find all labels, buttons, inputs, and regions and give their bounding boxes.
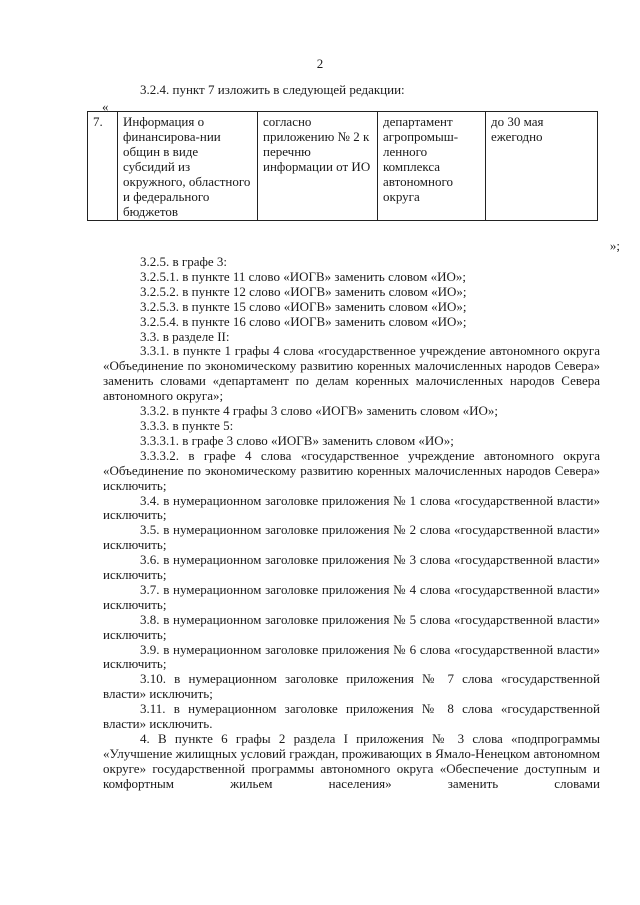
paragraph-3-3-3: 3.3.3. в пункте 5: [140,417,234,433]
cell-information: Информация о финансирова-нии общин в виде субсидий из окружного, областного и федерального бюджетов [118,112,258,221]
paragraph-4: 4. В пункте 6 графы 2 раздела I приложения № 3 слова «подпрограммы «Улучшение жилищных условий граждан, проживающих в Ямало-Ненецком автономном округе» государственной программы автономного округа «Обеспечение доступным и комфортным жильем населения» заменить словами [103,731,600,791]
paragraph-3-4: 3.4. в нумерационном заголовке приложения № 1 слова «государственной власти» исключить; [103,492,600,523]
cell-deadline: до 30 мая ежегодно [486,112,598,221]
paragraph-3-2-5: 3.2.5. в графе 3: [140,254,228,269]
paragraph-3-3-1: 3.3.1. в пункте 1 графы 4 слова «государственное учреждение автономного округа «Объединение по экономическому развитию коренных малочисленных народов Севера» заменить словами «департамент по делам коренных малочисленных народов Севера автономного округа»; [103,343,600,404]
cell-responsible: департамент агропромыш-ленного комплекса автономного округа [378,112,486,221]
paragraph-3-11: 3.11. в нумерационном заголовке приложения № 8 слова «государственной власти» исключить. [103,701,600,732]
paragraph-3-3-3-2: 3.3.3.2. в графе 4 слова «государственное учреждение автономного округа «Объединение по экономическому развитию коренных малочисленных народов Севера» исключить; [103,447,600,493]
paragraph-3-3-3-1: 3.3.3.1. в графе 3 слово «ИОГВ» заменить словом «ИО»; [140,432,454,448]
paragraph-3-2-5-3: 3.2.5.3. в пункте 15 слово «ИОГВ» заменить словом «ИО»; [140,298,467,314]
cell-number: 7. [88,112,118,221]
open-quote: « [102,99,109,114]
close-quote: »; [609,238,620,253]
paragraph-3-8: 3.8. в нумерационном заголовке приложения № 5 слова «государственной власти» исключить; [103,611,600,642]
intro-line: 3.2.4. пункт 7 изложить в следующей редакции: [140,82,405,97]
paragraph-3-5: 3.5. в нумерационном заголовке приложения № 2 слова «государственной власти» исключить; [103,522,600,553]
paragraph-3-9: 3.9. в нумерационном заголовке приложения № 6 слова «государственной власти» исключить; [103,641,600,672]
paragraph-3-3: 3.3. в разделе II: [140,328,230,344]
paragraph-3-10: 3.10. в нумерационном заголовке приложения № 7 слова «государственной власти» исключить; [103,671,600,702]
paragraph-3-7: 3.7. в нумерационном заголовке приложения № 4 слова «государственной власти» исключить; [103,581,600,612]
paragraph-3-2-5-4: 3.2.5.4. в пункте 16 слово «ИОГВ» заменить словом «ИО»; [140,313,467,329]
paragraph-3-2-5-1: 3.2.5.1. в пункте 11 слово «ИОГВ» заменить словом «ИО»; [140,268,467,284]
paragraph-3-3-2: 3.3.2. в пункте 4 графы 3 слово «ИОГВ» заменить словом «ИО»; [140,403,499,419]
paragraph-3-6: 3.6. в нумерационном заголовке приложения № 3 слова «государственной власти» исключить; [103,552,600,583]
amendment-table [87,111,598,221]
paragraph-3-2-5-2: 3.2.5.2. в пункте 12 слово «ИОГВ» заменить словом «ИО»; [140,283,467,299]
table-row [88,112,598,221]
body-text [103,255,600,792]
cell-basis: согласно приложению № 2 к перечню информации от ИО [258,112,378,221]
page-number: 2 [316,56,324,71]
